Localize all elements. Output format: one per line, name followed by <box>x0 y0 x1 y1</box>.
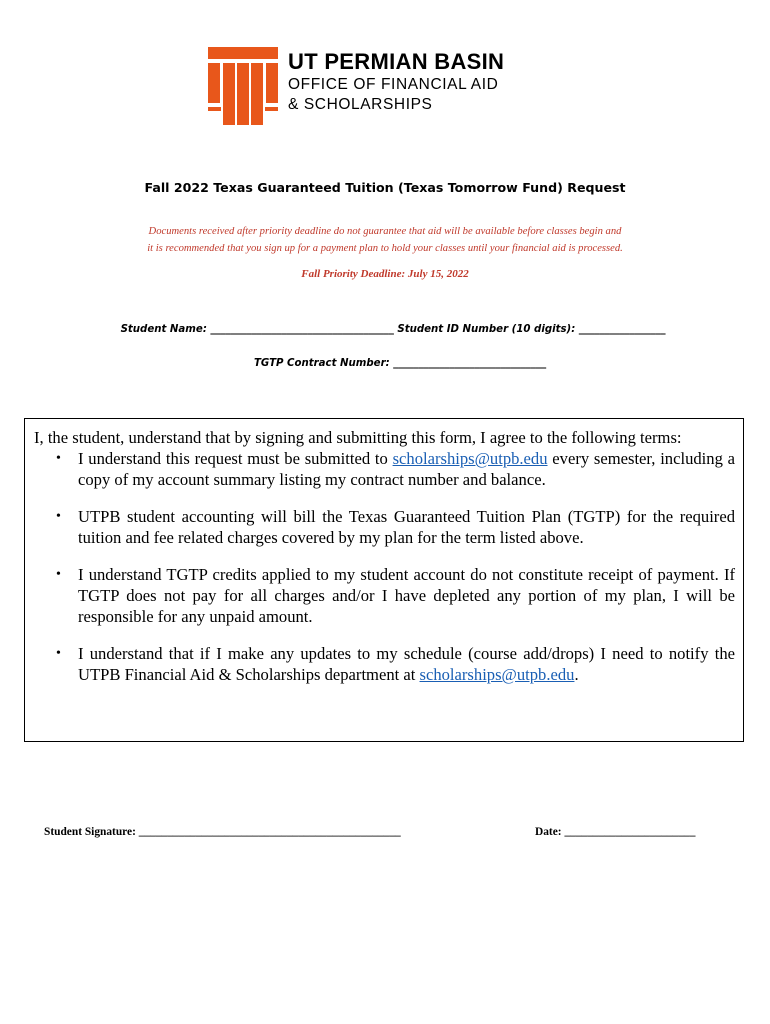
term-3-text: I understand TGTP credits applied to my student account do not constitute receipt of payment. If TGTP does not pay for all charges and/or I have depleted any portion of my plan, I will be responsible for any unpaid amount. <box>78 565 735 626</box>
deadline-notice <box>60 223 710 257</box>
term-item-submit-request <box>34 448 735 490</box>
form-title: Fall 2022 Texas Guaranteed Tuition (Texas Tomorrow Fund) Request <box>144 180 626 195</box>
signature-label: Student Signature: <box>44 826 136 838</box>
letterhead <box>208 47 504 127</box>
org-name: UT PERMIAN BASIN <box>288 49 505 74</box>
date-field[interactable]: _______________________ <box>564 826 696 838</box>
term-4-text-end: . <box>574 665 579 684</box>
term-item-schedule-updates <box>34 643 735 685</box>
priority-deadline: Fall Priority Deadline: July 15, 2022 <box>301 268 469 280</box>
term-1-text: I understand this request must be submitted to <box>78 449 393 468</box>
contract-number-field[interactable]: ______________________________ <box>393 358 547 369</box>
contract-row <box>0 358 770 369</box>
bullet-icon: • <box>56 451 61 466</box>
term-4-text: I understand that if I make any updates to my schedule (course add/drops) I need to notify the UTPB Financial Aid & Scholarships department at <box>78 644 735 684</box>
terms-intro: I, the student, understand that by signing and submitting this form, I agree to the following terms: <box>34 428 682 447</box>
bullet-icon: • <box>56 509 61 524</box>
student-name-field[interactable]: ____________________________________ <box>210 324 394 335</box>
term-2-text: UTPB student accounting will bill the Texas Guaranteed Tuition Plan (TGTP) for the required tuition and fee related charges covered by my plan for the term listed above. <box>78 507 735 547</box>
org-office-line: OFFICE OF FINANCIAL AID <box>288 76 499 93</box>
terms-box <box>24 418 744 742</box>
term-1-text-end: every semester, including a copy of my account summary listing my contract number and balance. <box>78 449 735 489</box>
student-id-field[interactable]: _________________ <box>578 324 666 335</box>
student-info-row <box>0 324 770 335</box>
term-item-payment-responsibility <box>34 564 735 627</box>
signature-field[interactable]: ______________________________________________ <box>138 826 401 838</box>
scholarships-email-link[interactable]: scholarships@utpb.edu <box>392 449 548 468</box>
org-scholarships-line: & SCHOLARSHIPS <box>288 96 433 113</box>
student-id-label: Student ID Number (10 digits): <box>397 324 576 335</box>
notice-line-1: Documents received after priority deadline do not guarantee that aid will be available before classes begin and <box>148 226 622 237</box>
scholarships-email-link-2[interactable]: scholarships@utpb.edu <box>419 665 575 684</box>
contract-number-label: TGTP Contract Number: <box>253 358 390 369</box>
notice-line-2: it is recommended that you sign up for a payment plan to hold your classes until your financial aid is processed. <box>147 243 623 254</box>
bullet-icon: • <box>56 646 61 661</box>
date-block <box>535 826 695 838</box>
bullet-icon: • <box>56 567 61 582</box>
student-name-label: Student Name: <box>120 324 207 335</box>
terms-list <box>34 448 735 685</box>
org-text <box>288 49 504 115</box>
term-item-billing <box>34 506 735 548</box>
date-label: Date: <box>535 826 562 838</box>
ut-permian-basin-logo-icon <box>208 47 278 125</box>
signature-block <box>44 826 401 838</box>
